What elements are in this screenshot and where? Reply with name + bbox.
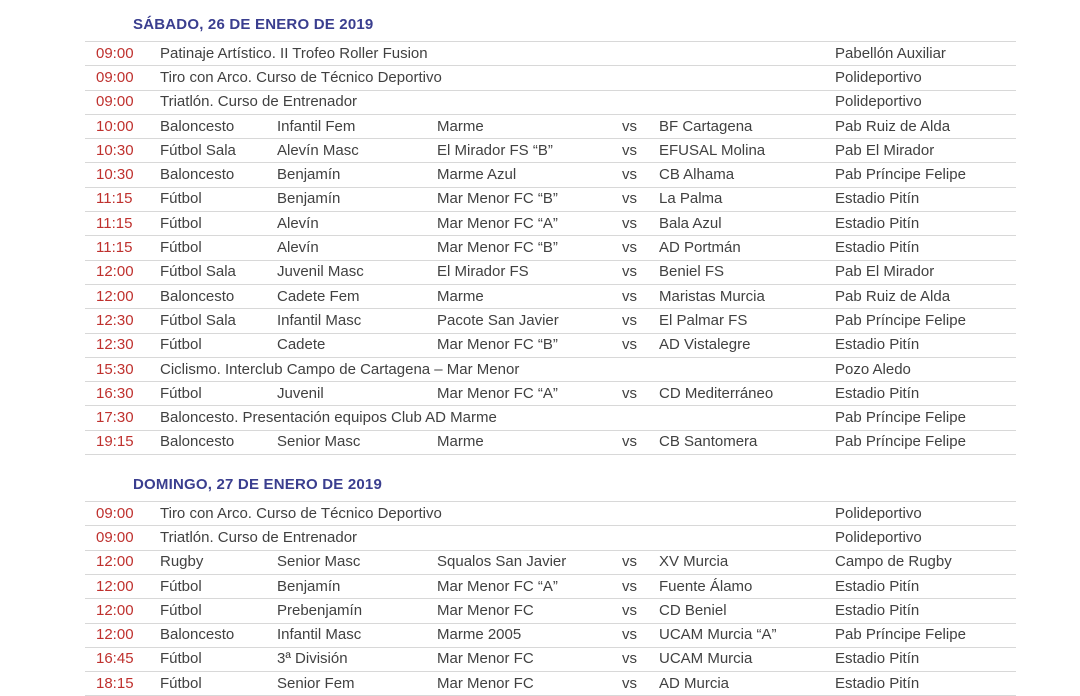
- table-row: [85, 551, 1016, 575]
- vs-label: vs: [622, 263, 637, 281]
- row-time: 09:00: [96, 93, 134, 111]
- row-time: 11:15: [96, 239, 133, 257]
- row-time: 16:45: [96, 650, 134, 668]
- row-venue: Polideportivo: [835, 504, 922, 522]
- row-sport: Fútbol: [160, 674, 202, 692]
- row-time: 12:00: [96, 263, 134, 281]
- row-sport: Fútbol: [160, 384, 202, 402]
- row-home-team: Mar Menor FC “B”: [437, 239, 558, 257]
- table-row-partial: [85, 672, 1016, 696]
- table-row: [85, 334, 1016, 358]
- row-sport: Fútbol: [160, 214, 202, 232]
- vs-label: vs: [622, 214, 637, 232]
- row-venue: Pab Príncipe Felipe: [835, 166, 966, 184]
- row-category: Prebenjamín: [277, 601, 363, 619]
- row-home-team: Mar Menor FC: [437, 650, 534, 668]
- row-venue: Pab El Mirador: [835, 141, 935, 159]
- row-description: Baloncesto. Presentación equipos Club AD Marme: [160, 409, 497, 427]
- row-sport: Rugby: [160, 553, 204, 571]
- table-row: [85, 406, 1016, 430]
- row-venue: Pab Príncipe Felipe: [835, 626, 966, 644]
- row-away-team: Fuente Álamo: [659, 577, 753, 595]
- row-category: Benjamín: [277, 166, 341, 184]
- vs-label: vs: [622, 311, 637, 329]
- row-category: Cadete Fem: [277, 287, 360, 305]
- row-away-team: Beniel FS: [659, 263, 725, 281]
- row-category: Alevín Masc: [277, 141, 359, 159]
- vs-label: vs: [622, 626, 637, 644]
- row-away-team: CD Beniel: [659, 601, 727, 619]
- row-time: 12:00: [96, 553, 134, 571]
- row-home-team: Mar Menor FC “A”: [437, 214, 558, 232]
- vs-label: vs: [622, 650, 637, 668]
- row-sport: Fútbol: [160, 190, 202, 208]
- row-category: Cadete: [277, 336, 326, 354]
- table-row: [85, 599, 1016, 623]
- table-row: [85, 285, 1016, 309]
- row-sport: Baloncesto: [160, 287, 235, 305]
- row-venue: Pab Ruiz de Alda: [835, 117, 951, 135]
- row-time: 17:30: [96, 409, 134, 427]
- row-venue: Estadio Pitín: [835, 239, 920, 257]
- table-row: [85, 648, 1016, 672]
- row-venue: Estadio Pitín: [835, 650, 920, 668]
- row-venue: Pab Ruiz de Alda: [835, 287, 951, 305]
- vs-label: vs: [622, 117, 637, 135]
- row-category: Senior Fem: [277, 674, 355, 692]
- row-sport: Baloncesto: [160, 117, 235, 135]
- row-time: 12:30: [96, 311, 134, 329]
- row-home-team: Mar Menor FC “B”: [437, 336, 558, 354]
- row-description: Triatlón. Curso de Entrenador: [160, 93, 358, 111]
- row-time: 11:15: [96, 214, 133, 232]
- row-sport: Fútbol Sala: [160, 263, 236, 281]
- row-time: 09:00: [96, 504, 134, 522]
- row-time: 12:00: [96, 287, 134, 305]
- row-category: Infantil Masc: [277, 311, 362, 329]
- row-venue: Estadio Pitín: [835, 577, 920, 595]
- row-category: Infantil Masc: [277, 626, 362, 644]
- row-venue: Pab El Mirador: [835, 263, 935, 281]
- row-category: Infantil Fem: [277, 117, 356, 135]
- row-time: 12:00: [96, 577, 134, 595]
- table-row: [85, 309, 1016, 333]
- row-venue: Estadio Pitín: [835, 384, 920, 402]
- table-row: [85, 526, 1016, 550]
- row-time: 18:15: [96, 674, 134, 692]
- row-time: 09:00: [96, 528, 134, 546]
- row-venue: Estadio Pitín: [835, 214, 920, 232]
- vs-label: vs: [622, 190, 637, 208]
- row-home-team: Mar Menor FC: [437, 601, 534, 619]
- row-category: Alevín: [277, 214, 319, 232]
- vs-label: vs: [622, 384, 637, 402]
- row-venue: Estadio Pitín: [835, 674, 920, 692]
- row-time: 09:00: [96, 44, 134, 62]
- row-away-team: BF Cartagena: [659, 117, 753, 135]
- row-time: 12:00: [96, 601, 134, 619]
- row-venue: Polideportivo: [835, 68, 922, 86]
- row-time: 19:15: [96, 433, 134, 451]
- table-row: [85, 212, 1016, 236]
- day-section-saturday: [0, 13, 1080, 455]
- row-category: Senior Masc: [277, 553, 361, 571]
- row-sport: Fútbol Sala: [160, 141, 236, 159]
- row-sport: Fútbol: [160, 650, 202, 668]
- saturday-rows: [85, 41, 1016, 455]
- row-away-team: Bala Azul: [659, 214, 722, 232]
- row-away-team: XV Murcia: [659, 553, 729, 571]
- vs-label: vs: [622, 141, 637, 159]
- row-description: Tiro con Arco. Curso de Técnico Deportivo: [160, 504, 442, 522]
- row-venue: Campo de Rugby: [835, 553, 952, 571]
- row-away-team: UCAM Murcia “A”: [659, 626, 777, 644]
- row-description: Patinaje Artístico. II Trofeo Roller Fusion: [160, 44, 428, 62]
- vs-label: vs: [622, 674, 637, 692]
- row-away-team: CB Alhama: [659, 166, 735, 184]
- vs-label: vs: [622, 553, 637, 571]
- row-away-team: UCAM Murcia: [659, 650, 753, 668]
- row-venue: Estadio Pitín: [835, 601, 920, 619]
- row-home-team: Marme: [437, 117, 484, 135]
- row-venue: Pab Príncipe Felipe: [835, 433, 966, 451]
- table-row: [85, 358, 1016, 382]
- table-row: [85, 236, 1016, 260]
- row-venue: Pab Príncipe Felipe: [835, 409, 966, 427]
- row-home-team: El Mirador FS: [437, 263, 529, 281]
- vs-label: vs: [622, 601, 637, 619]
- row-category: Alevín: [277, 239, 319, 257]
- table-row: [85, 42, 1016, 66]
- day-header-saturday: SÁBADO, 26 DE ENERO DE 2019: [133, 16, 374, 33]
- row-sport: Fútbol Sala: [160, 311, 236, 329]
- row-away-team: CB Santomera: [659, 433, 758, 451]
- row-time: 15:30: [96, 360, 134, 378]
- table-row: [85, 431, 1016, 455]
- table-row: [85, 139, 1016, 163]
- row-home-team: Mar Menor FC “A”: [437, 384, 558, 402]
- vs-label: vs: [622, 336, 637, 354]
- vs-label: vs: [622, 166, 637, 184]
- vs-label: vs: [622, 577, 637, 595]
- vs-label: vs: [622, 239, 637, 257]
- table-row: [85, 382, 1016, 406]
- row-category: Benjamín: [277, 577, 341, 595]
- row-home-team: El Mirador FS “B”: [437, 141, 553, 159]
- row-sport: Baloncesto: [160, 166, 235, 184]
- table-row: [85, 91, 1016, 115]
- table-row: [85, 502, 1016, 526]
- row-venue: Polideportivo: [835, 93, 922, 111]
- row-home-team: Marme Azul: [437, 166, 517, 184]
- row-venue: Pozo Aledo: [835, 360, 911, 378]
- row-category: Senior Masc: [277, 433, 361, 451]
- row-sport: Fútbol: [160, 577, 202, 595]
- row-description: Triatlón. Curso de Entrenador: [160, 528, 358, 546]
- row-time: 16:30: [96, 384, 134, 402]
- table-row: [85, 115, 1016, 139]
- row-time: 10:30: [96, 166, 134, 184]
- row-sport: Baloncesto: [160, 433, 235, 451]
- row-home-team: Mar Menor FC: [437, 674, 534, 692]
- row-time: 12:30: [96, 336, 134, 354]
- row-away-team: La Palma: [659, 190, 723, 208]
- row-home-team: Marme: [437, 433, 484, 451]
- sunday-rows: [85, 501, 1016, 696]
- day-section-sunday: [0, 473, 1080, 696]
- row-away-team: AD Murcia: [659, 674, 730, 692]
- row-home-team: Mar Menor FC “B”: [437, 190, 558, 208]
- row-category: Juvenil Masc: [277, 263, 364, 281]
- row-away-team: EFUSAL Molina: [659, 141, 766, 159]
- vs-label: vs: [622, 287, 637, 305]
- table-row: [85, 575, 1016, 599]
- row-sport: Fútbol: [160, 601, 202, 619]
- row-category: Juvenil: [277, 384, 324, 402]
- row-away-team: Maristas Murcia: [659, 287, 765, 305]
- row-category: 3ª División: [277, 650, 348, 668]
- row-venue: Estadio Pitín: [835, 336, 920, 354]
- row-away-team: AD Vistalegre: [659, 336, 751, 354]
- row-time: 11:15: [96, 190, 133, 208]
- row-away-team: El Palmar FS: [659, 311, 748, 329]
- row-time: 09:00: [96, 68, 134, 86]
- row-description: Tiro con Arco. Curso de Técnico Deportivo: [160, 68, 442, 86]
- row-description: Ciclismo. Interclub Campo de Cartagena – Mar Menor: [160, 360, 520, 378]
- table-row: [85, 188, 1016, 212]
- row-home-team: Squalos San Javier: [437, 553, 567, 571]
- table-row: [85, 624, 1016, 648]
- row-away-team: CD Mediterráneo: [659, 384, 774, 402]
- row-time: 10:30: [96, 141, 134, 159]
- row-away-team: AD Portmán: [659, 239, 741, 257]
- row-venue: Estadio Pitín: [835, 190, 920, 208]
- row-home-team: Marme: [437, 287, 484, 305]
- row-sport: Fútbol: [160, 239, 202, 257]
- row-venue: Pab Príncipe Felipe: [835, 311, 966, 329]
- row-sport: Fútbol: [160, 336, 202, 354]
- row-home-team: Mar Menor FC “A”: [437, 577, 558, 595]
- row-home-team: Pacote San Javier: [437, 311, 559, 329]
- row-category: Benjamín: [277, 190, 341, 208]
- row-home-team: Marme 2005: [437, 626, 522, 644]
- row-time: 10:00: [96, 117, 134, 135]
- table-row: [85, 66, 1016, 90]
- row-venue: Polideportivo: [835, 528, 922, 546]
- table-row: [85, 163, 1016, 187]
- table-row: [85, 261, 1016, 285]
- row-venue: Pabellón Auxiliar: [835, 44, 946, 62]
- row-time: 12:00: [96, 626, 134, 644]
- row-sport: Baloncesto: [160, 626, 235, 644]
- vs-label: vs: [622, 433, 637, 451]
- day-header-sunday: DOMINGO, 27 DE ENERO DE 2019: [133, 476, 383, 494]
